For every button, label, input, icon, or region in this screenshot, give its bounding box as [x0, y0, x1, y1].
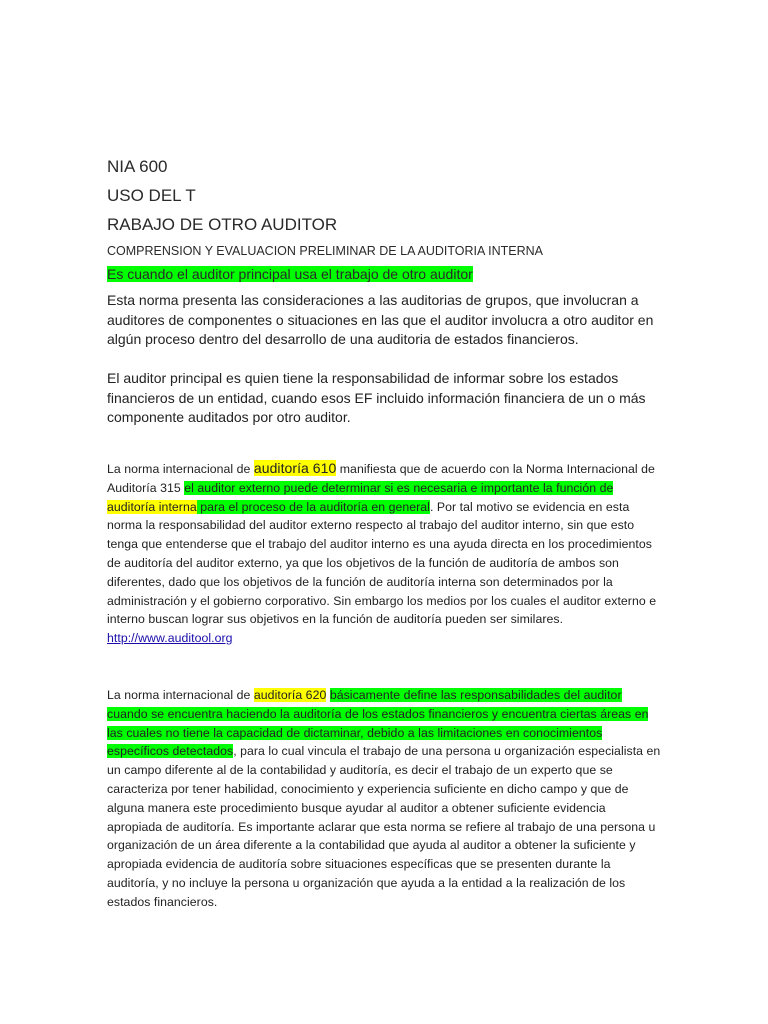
paragraph-nia-610 [107, 459, 663, 648]
auditool-link[interactable]: http://www.auditool.org [107, 631, 233, 646]
intro-highlight: Es cuando el auditor principal usa el trabajo de otro auditor [107, 266, 473, 282]
nia620-text-a: La norma internacional de [107, 688, 254, 702]
heading-nia-600: NIA 600 [107, 157, 168, 176]
paragraph-nia-620 [107, 686, 663, 912]
subtitle-comprension: COMPRENSION Y EVALUACION PRELIMINAR DE LA AUDITORIA INTERNA [107, 244, 543, 258]
heading-uso-del: USO DEL T [107, 186, 196, 205]
heading-trabajo-otro-auditor: RABAJO DE OTRO AUDITOR [107, 215, 338, 234]
intro-definition [107, 265, 473, 283]
nia610-highlight-internal: auditoría interna [107, 499, 197, 514]
nia610-highlight-a: el auditor externo puede determinar si es necesaria e importante la función de [184, 480, 614, 495]
nia620-norm-highlight: auditoría 620 [253, 688, 327, 702]
nia610-norm-highlight: auditoría 610 [253, 460, 337, 476]
nia620-highlight: básicamente define las responsabilidades del auditor cuando se encuentra haciendo la auditoría de los estados financieros y encuentra ciertas áreas en las cuales no tiene la capacidad de dictaminar, debido a las limitaciones en conocimientos específicos detectados [107, 688, 649, 759]
nia610-highlight-b: para el proceso de la auditoría en general [196, 499, 430, 514]
paragraph-principal-auditor: El auditor principal es quien tiene la responsabilidad de informar sobre los estados financieros de un entidad, cuando esos EF incluido información financiera de un o más componente auditados por otro auditor. [107, 370, 646, 425]
nia620-text-b: , para lo cual vincula el trabajo de una persona u organización especialista en un campo diferente al de la contabilidad y auditoría, es decir el trabajo de un experto que se caracteriza por tener habilidad, conocimiento y experiencia suficiente en dicho campo y que de alguna manera este procedimiento busque ayudar al auditor a obtener suficiente evidencia apropiada de auditoría. Es importante aclarar que esta norma se refiere al trabajo de una persona u organización de un área diferente a la contabilidad que ayuda al auditor a obtener la suficiente y apropiada evidencia de auditoría sobre situaciones específicas que se presenten durante la auditoría, y no incluye la persona u organización que ayuda a la entidad a la realización de los estados financieros. [107, 744, 661, 909]
nia610-text-c: . Por tal motivo se evidencia en esta norma la responsabilidad del auditor externo respecto al trabajo del auditor interno, sin que esto tenga que entenderse que el trabajo del auditor interno es una ayuda directa en los procedimientos de auditoría del auditor externo, ya que los objetivos de la función de auditoría de ambos son diferentes, dado que los objetivos de la función de auditoría interna son determinados por la administración y el gobierno corporativo. Sin embargo los medios por los cuales el auditor externo e interno buscan lograr sus objetivos en la función de auditoría pueden ser similares. [107, 499, 657, 627]
nia610-text-b: manifiesta que de acuerdo con la Norma Internacional de Auditoría 315 [107, 462, 655, 495]
nia610-text-a: La norma internacional de [107, 462, 254, 476]
paragraph-group-audits: Esta norma presenta las consideraciones a las auditorias de grupos, que involucran a auditores de componentes o situaciones en las que el auditor involucra a otro auditor en algún proceso dentro del desarrollo de una auditoria de estados financieros. [107, 292, 654, 347]
